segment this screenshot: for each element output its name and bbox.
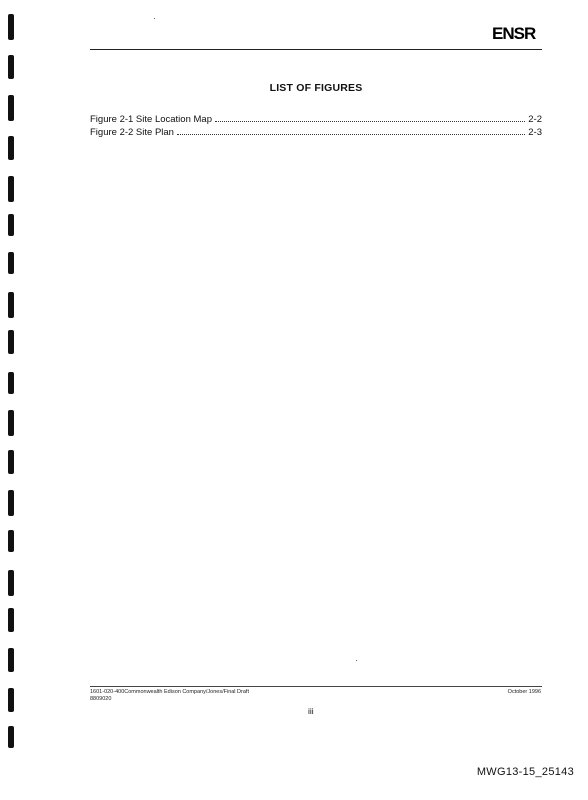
binder-hole-mark bbox=[8, 330, 14, 354]
footer-date: October 1996 bbox=[507, 689, 541, 695]
binder-hole-mark bbox=[8, 372, 14, 394]
footer-doc-ref-line1: 1601-020-400Commonwealth Edison Company/Jones/Final Draft bbox=[90, 689, 249, 695]
binder-hole-mark bbox=[8, 252, 14, 274]
binder-hole-mark bbox=[8, 648, 14, 672]
binder-hole-mark bbox=[8, 55, 14, 79]
footer-doc-ref-line2: 8809020 bbox=[90, 696, 112, 702]
binder-hole-marks bbox=[8, 0, 22, 800]
figure-page: 2-3 bbox=[528, 126, 542, 138]
binder-hole-mark bbox=[8, 410, 14, 436]
ensr-logo: ENSR bbox=[492, 24, 536, 43]
header-rule bbox=[90, 49, 542, 50]
scan-speck bbox=[154, 18, 155, 19]
figure-label: Figure 2-1 Site Location Map bbox=[90, 114, 212, 125]
scan-speck bbox=[356, 660, 357, 661]
figure-list bbox=[90, 113, 542, 138]
figure-entry bbox=[90, 113, 542, 126]
binder-hole-mark bbox=[8, 688, 14, 712]
binder-hole-mark bbox=[8, 14, 14, 40]
page-number: iii bbox=[308, 706, 314, 716]
binder-hole-mark bbox=[8, 530, 14, 552]
footer-doc-ref bbox=[90, 689, 249, 703]
binder-hole-mark bbox=[8, 450, 14, 474]
bates-number: MWG13-15_25143 bbox=[476, 766, 574, 778]
figure-label: Figure 2-2 Site Plan bbox=[90, 126, 174, 138]
dot-leader bbox=[215, 113, 525, 122]
dot-leader bbox=[177, 126, 525, 135]
binder-hole-mark bbox=[8, 95, 14, 121]
binder-hole-mark bbox=[8, 292, 14, 318]
footer-rule bbox=[90, 686, 542, 687]
binder-hole-mark bbox=[8, 726, 14, 748]
binder-hole-mark bbox=[8, 608, 14, 632]
page-title: LIST OF FIGURES bbox=[269, 82, 363, 94]
binder-hole-mark bbox=[8, 214, 14, 236]
binder-hole-mark bbox=[8, 490, 14, 516]
binder-hole-mark bbox=[8, 136, 14, 160]
binder-hole-mark bbox=[8, 570, 14, 596]
figure-page: 2-2 bbox=[528, 114, 542, 125]
figure-entry bbox=[90, 126, 542, 139]
binder-hole-mark bbox=[8, 176, 14, 202]
